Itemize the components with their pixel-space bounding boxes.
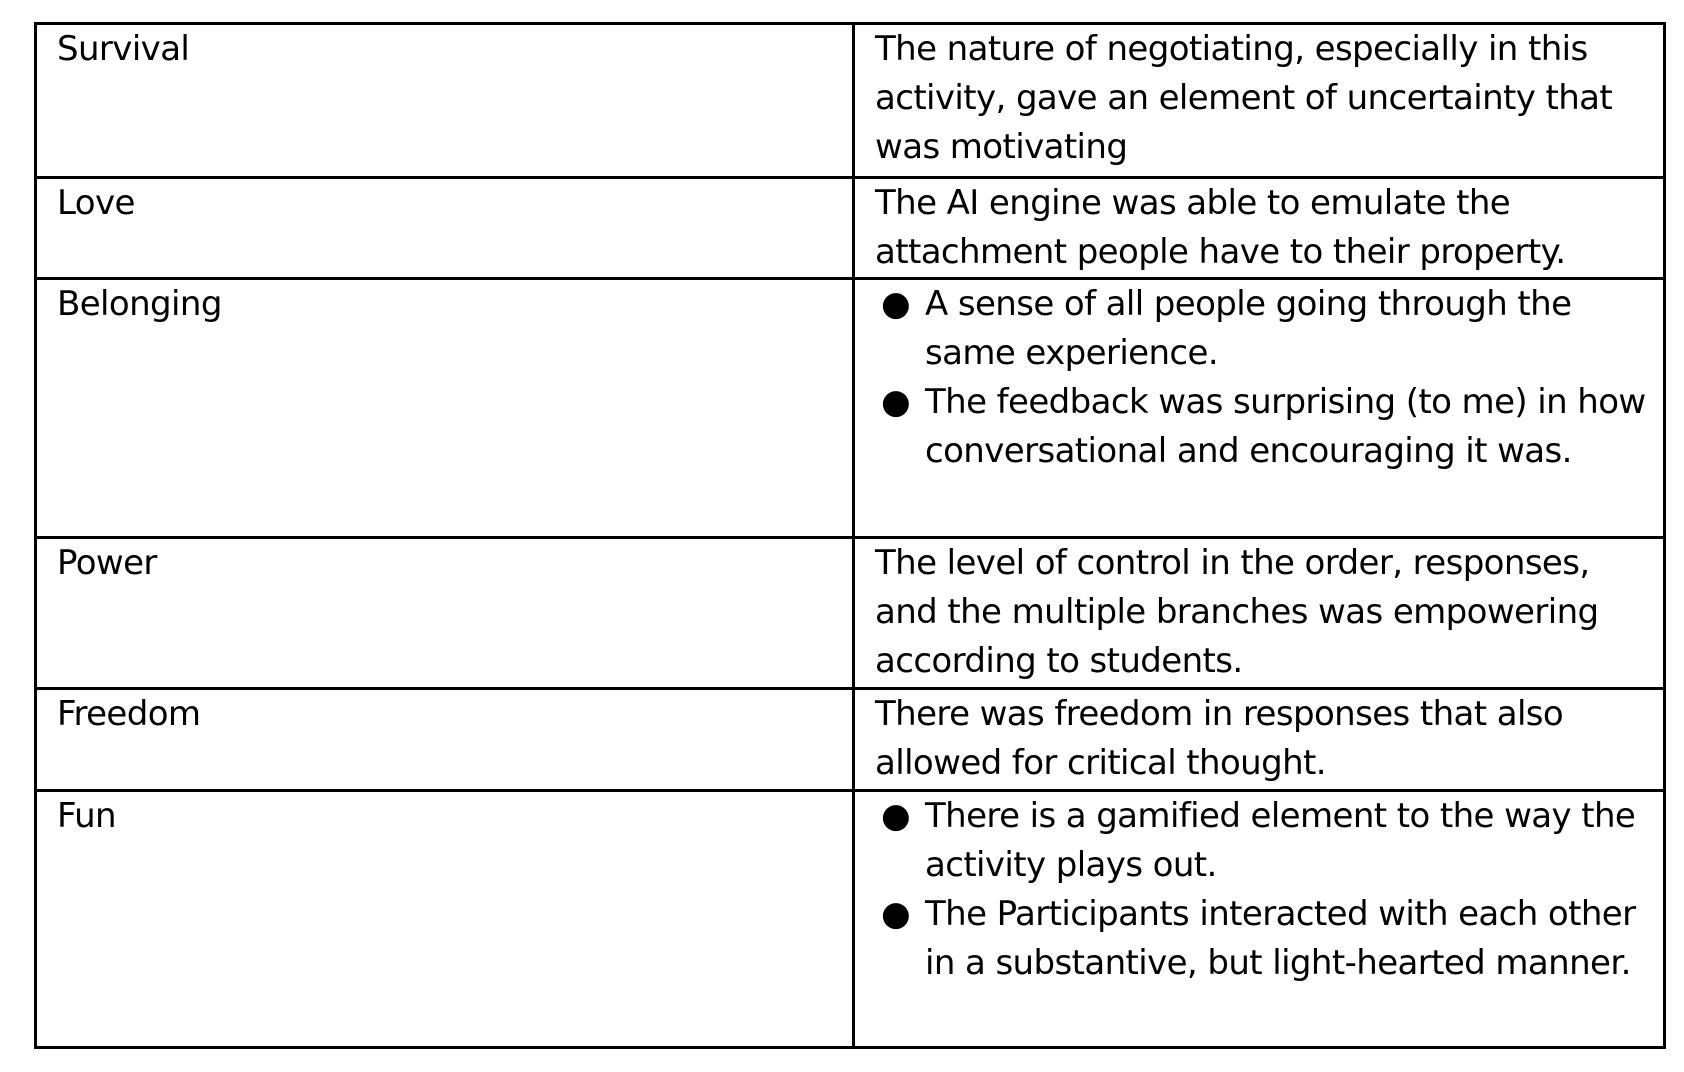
table-row xyxy=(36,689,1665,791)
need-cell xyxy=(36,178,854,279)
list-item-text: A sense of all people going through the same experience. xyxy=(925,284,1572,373)
description-text: The nature of negotiating, especially in this activity, gave an element of uncertainty that was motivating xyxy=(875,29,1613,167)
table-row xyxy=(36,791,1665,1048)
list-item-text: The Participants interacted with each other in a substantive, but light-hearted manner. xyxy=(925,894,1636,983)
description-cell xyxy=(854,791,1665,1048)
need-cell xyxy=(36,538,854,689)
description-text: The level of control in the order, responses, and the multiple branches was empowering according to students. xyxy=(875,543,1599,681)
need-label: Survival xyxy=(57,29,190,69)
need-label: Freedom xyxy=(57,694,201,734)
description-cell xyxy=(854,538,1665,689)
need-label: Belonging xyxy=(57,284,222,324)
bullet-icon: ● xyxy=(881,284,911,324)
list-item xyxy=(881,792,1647,890)
need-cell xyxy=(36,279,854,538)
need-label: Love xyxy=(57,183,135,223)
need-cell xyxy=(36,791,854,1048)
table-row xyxy=(36,24,1665,178)
need-cell xyxy=(36,689,854,791)
description-text: The AI engine was able to emulate the attachment people have to their property. xyxy=(875,183,1566,272)
description-bullet-list xyxy=(875,280,1647,476)
description-cell xyxy=(854,24,1665,178)
description-cell xyxy=(854,178,1665,279)
description-text: There was freedom in responses that also allowed for critical thought. xyxy=(875,694,1564,783)
list-item xyxy=(881,890,1647,988)
needs-table xyxy=(34,22,1666,1049)
table-row xyxy=(36,279,1665,538)
list-item xyxy=(881,280,1647,378)
list-item-text: There is a gamified element to the way the activity plays out. xyxy=(925,796,1636,885)
list-item-text: The feedback was surprising (to me) in how conversational and encouraging it was. xyxy=(925,382,1646,471)
table-row xyxy=(36,538,1665,689)
bullet-icon: ● xyxy=(881,894,911,934)
description-cell xyxy=(854,279,1665,538)
need-cell xyxy=(36,24,854,178)
description-bullet-list xyxy=(875,792,1647,988)
table-row xyxy=(36,178,1665,279)
need-label: Power xyxy=(57,543,157,583)
description-cell xyxy=(854,689,1665,791)
bullet-icon: ● xyxy=(881,796,911,836)
list-item xyxy=(881,378,1647,476)
bullet-icon: ● xyxy=(881,382,911,422)
need-label: Fun xyxy=(57,796,116,836)
